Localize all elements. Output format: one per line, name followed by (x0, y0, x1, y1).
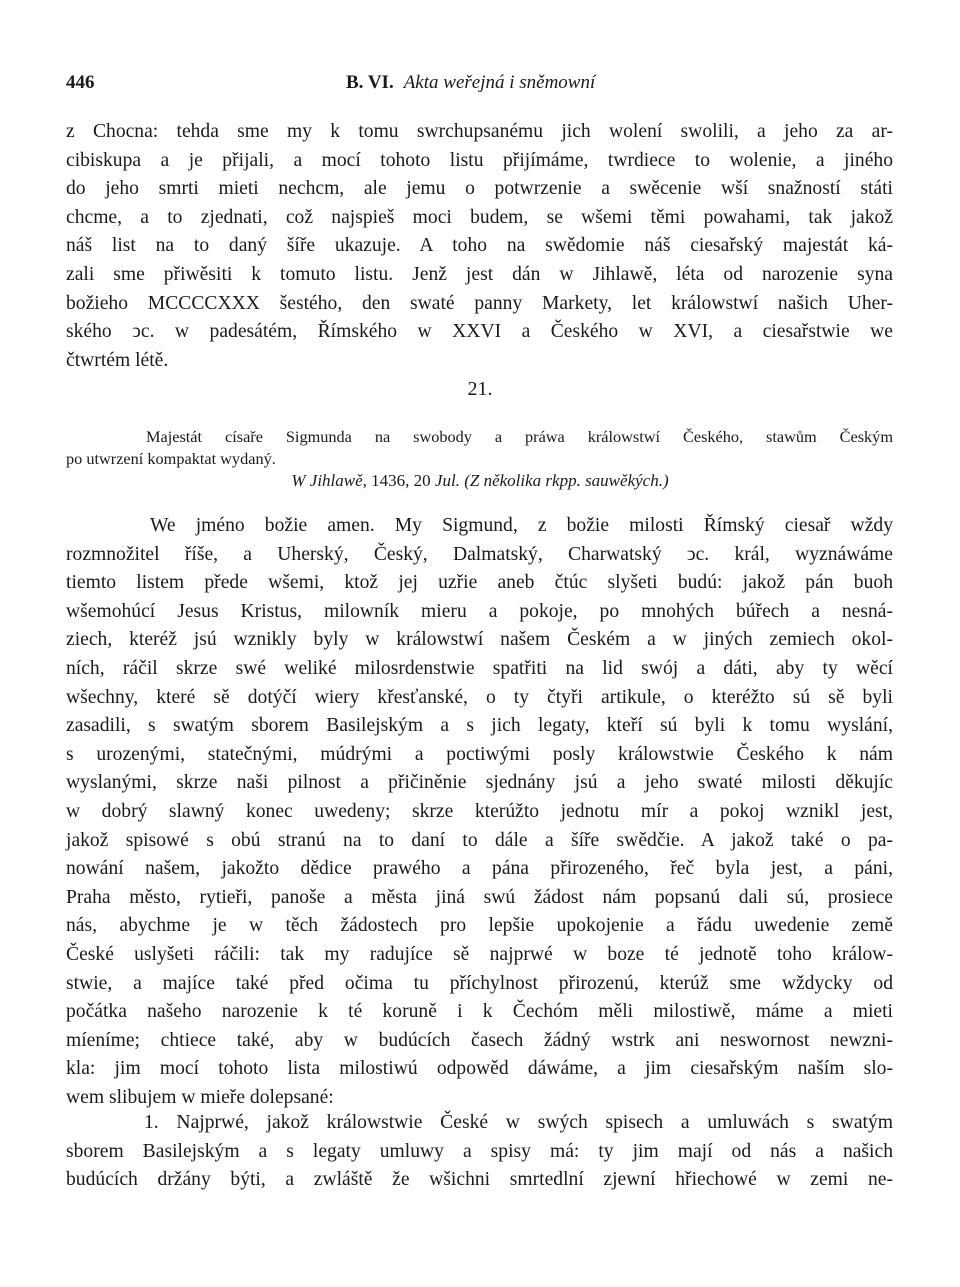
source-date: 1436, 20 (371, 471, 431, 490)
text-line: wšemohúcí Jesus Kristus, milowník mieru a pokoje, po mnohých búřech a nesná- (66, 600, 893, 622)
document-heading (66, 426, 893, 470)
text-line: 1. Najprwé, jakož králowstwie České w swých spisech a umluwách s swatým (144, 1112, 893, 1133)
running-header (66, 72, 894, 102)
text-line: z Chocna: tehda sme my k tomu swrchupsanému jich wolení swolili, a jeho za ar- (66, 121, 893, 142)
text-line: Praha město, rytieři, panoše a města jiná swú žádost nám popsanú dali sú, prosiece (66, 886, 893, 908)
text-line: zasadili, s swatým sborem Basilejským a s jich legaty, kteří sú byli k tomu wyslání, (66, 715, 893, 737)
source-manuscripts: (Z několika rkpp. sauwěkých.) (464, 471, 669, 490)
text-line: sborem Basilejským a s legaty umluwy a spisy má: ty jim mají od nás a našich (66, 1140, 893, 1162)
text-line: nás, abychme je w těch žádostech pro lepšie upokojenie a řádu uwedenie země (66, 915, 893, 937)
running-title-text: Akta weřejná i sněmowní (403, 72, 596, 93)
heading-line: po utwrzení kompaktat wydaný. (66, 449, 276, 468)
text-line: počátka našeho narozenie k té koruně i k Čechóm měli milostiwě, máme a mieti (66, 1001, 893, 1023)
text-line: míeníme; chtiece také, aby w budúcích časech žádný wstrk ani neswornost newzni- (66, 1029, 893, 1051)
charter-text (66, 512, 893, 1112)
text-line: nowání našem, jakožto dědice prawého a pána přirozeného, řeč byla jest, a páni, (66, 858, 893, 880)
text-line: jakož spisowé s obú stranú na to daní to dále a šíře swědčie. A jakož také o pa- (66, 829, 893, 851)
text-line: cibiskupa a je přijali, a mocí tohoto listu přijímáme, twrdiece to wolenie, a jiného (66, 149, 893, 171)
text-line: wšechny, které sě dotýčí wiery křesťanské, o ty čtyři artikule, o kteréžto sú sě byli (66, 686, 893, 708)
source-place: W Jihlawě, (291, 471, 367, 490)
text-line: České uslyšeti ráčili: tak my radujíce sě najprwé w boze té jednotě toho králow- (66, 943, 893, 965)
text-line: stwie, a majíce také před očima tu příchylnost přirozenú, kterúž sme wždycky od (66, 972, 893, 994)
text-line: budúcích držány býti, a zwláště že wšichni smrtedlní zjewní hřiechowé w zemi ne- (66, 1169, 893, 1191)
text-line: čtwrtém létě. (66, 349, 169, 371)
text-line: ziech, kteréž jsú wznikly byly w králowstwí našem Českém a w jiných zemiech okol- (66, 629, 893, 651)
text-line: náš list na to daný šíře ukazuje. A toho na swědomie náš ciesařský majestát ká- (66, 235, 893, 257)
source-month: Jul. (434, 471, 460, 490)
running-title (346, 72, 595, 94)
text-line: ních, ráčil skrze swé weliké milosrdenstwie spatřiti na lid swój a dáti, aby ty wěcí (66, 657, 893, 679)
text-line: božieho MCCCCXXX šestého, den swaté panny Markety, let králowstwí našich Uher- (66, 292, 893, 314)
text-line: We jméno božie amen. My Sigmund, z božie milosti Římský ciesař wždy (150, 515, 893, 536)
text-line: w dobrý slawný konec uwedeny; skrze kterúžto jednotu mír a pokoj wznikl jest, (66, 800, 893, 822)
text-line: kla: jim mocí tohoto lista milostiwú odpowěd dáwáme, a jim ciesařským naším slo- (66, 1058, 893, 1080)
text-line: ského ͻc. w padesátém, Římského w XXVI a Českého w XVI, a ciesařstwie we (66, 321, 893, 343)
text-line: do jeho smrti mieti nechcm, ale jemu o potwrzenie a swěcenie wší snažností státi (66, 178, 893, 200)
text-line: zali sme přiwěsiti k tomuto listu. Jenž jest dán w Jihlawě, léta od narozenie syna (66, 263, 893, 285)
article-1 (66, 1109, 893, 1195)
page-number: 446 (66, 72, 95, 93)
text-line: s urozenými, statečnými, múdrými a poctiwými posly králowstwie Českého k nám (66, 743, 893, 765)
source-note (0, 471, 960, 491)
text-line: rozmnožitel říše, a Uherský, Český, Dalmatský, Charwatský ͻc. král, wyznáwáme (66, 543, 893, 565)
text-line: wyslanými, skrze naši pilnost a přičiněnie sjednány jsú a jeho swaté milosti děkujíc (66, 772, 893, 794)
text-line: chcme, a to zjednati, což najspieš moci budem, se wšemi těmi powahami, tak jakož (66, 206, 893, 228)
document-number: 21. (467, 378, 493, 400)
text-line: tiemto listem přede wšemi, ktož jej uzřie aneb čtúc slyšeti budú: jakož pán buoh (66, 572, 893, 594)
heading-line: Majestát císaře Sigmunda na swobody a práwa králowstwí Českého, stawům Českým (146, 427, 893, 446)
text-line: wem slibujem w mieře dolepsané: (66, 1086, 334, 1108)
paragraph-continuation (66, 118, 893, 375)
section-label: B. VI. (346, 72, 394, 93)
